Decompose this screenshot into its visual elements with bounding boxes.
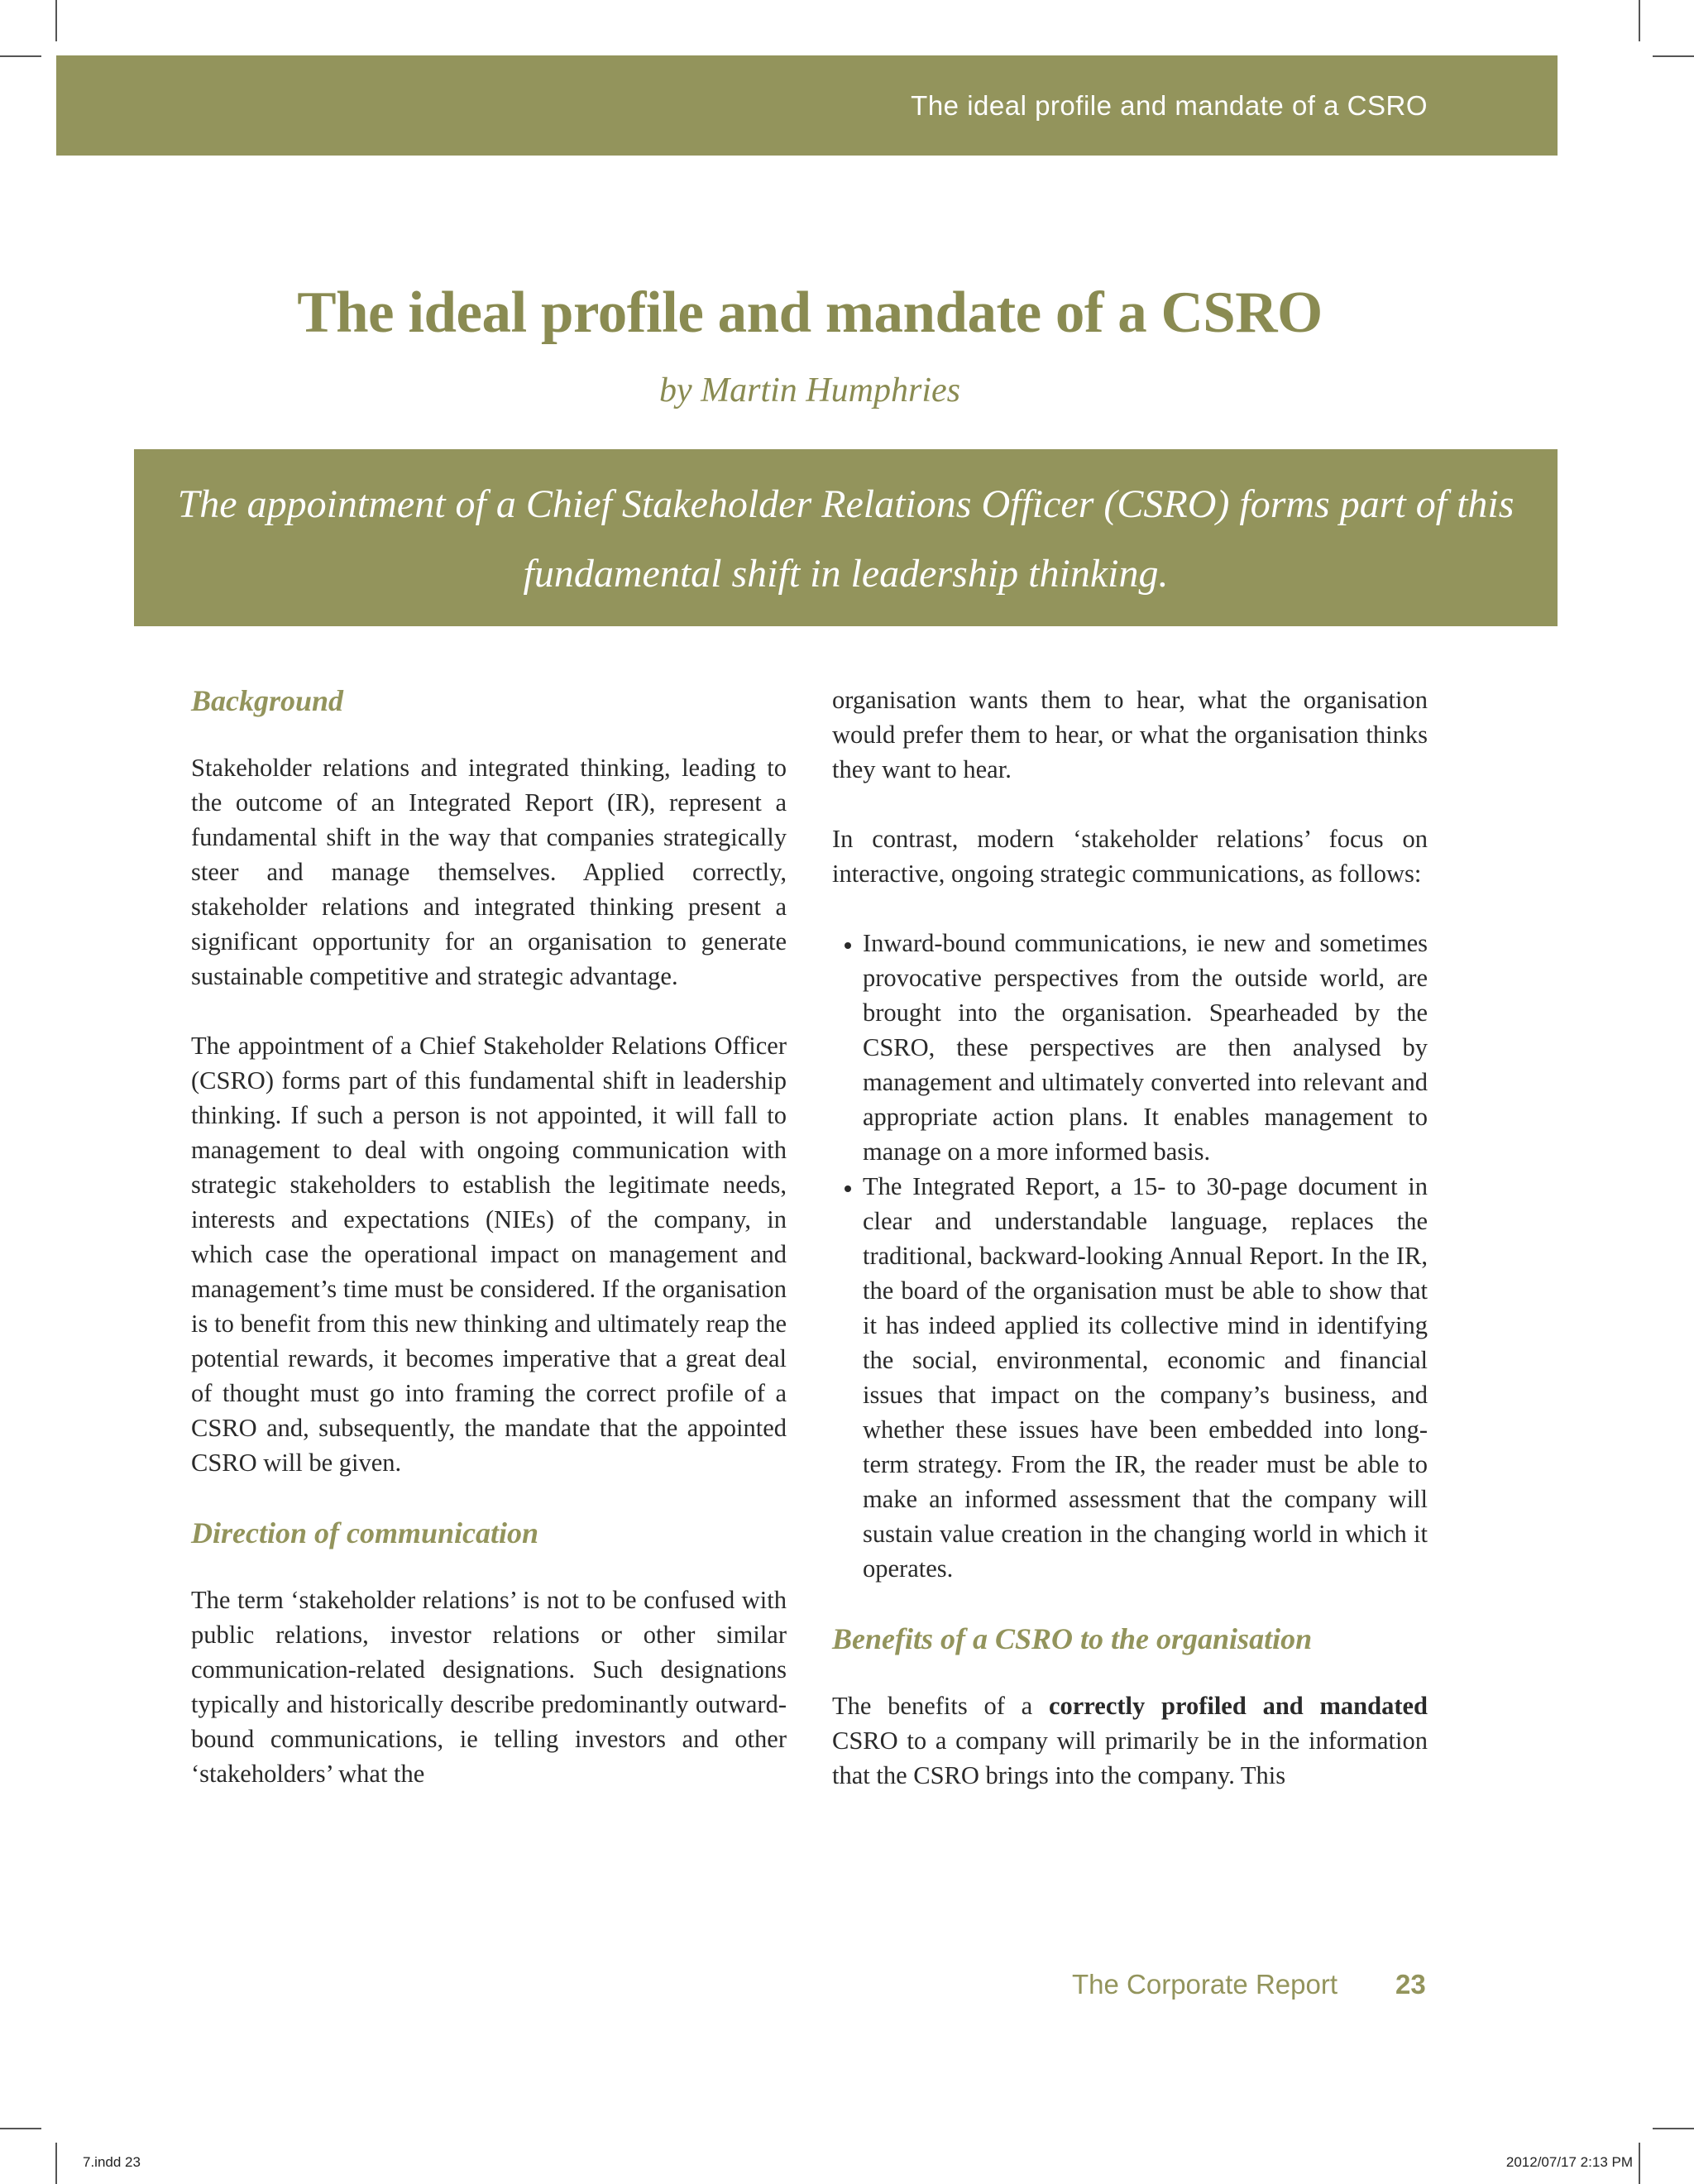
crop-mark bbox=[1653, 2128, 1694, 2129]
section-heading-benefits: Benefits of a CSRO to the organisation bbox=[832, 1622, 1313, 1655]
footer-publication: The Corporate Report bbox=[1072, 1969, 1337, 2000]
pull-quote: The appointment of a Chief Stakeholder Relations Officer (CSRO) forms part of this fundamental shift in leadership thinking. bbox=[177, 482, 1515, 596]
slug-timestamp: 2012/07/17 2:13 PM bbox=[1505, 2154, 1633, 2170]
crop-mark bbox=[0, 55, 41, 57]
running-header-title: The ideal profile and mandate of a CSRO bbox=[911, 90, 1428, 121]
article-byline: by Martin Humphries bbox=[659, 371, 960, 410]
body-paragraph bbox=[832, 1688, 1428, 1793]
body-paragraph: The term ‘stakeholder relations’ is not to be confused with public relations, investor relations or other similar communication-related designations. Such designations typically and historically describe predominantly outward-bound communications, ie telling investors and other ‘stakeholders’ what the bbox=[191, 1586, 787, 1788]
body-paragraph: The appointment of a Chief Stakeholder Relations Officer (CSRO) forms part of this fundamental shift in leadership thinking. If such a person is not appointed, it will fall to management to deal with ongoing communication with strategic stakeholders to establish the legitimate needs, interests and expectations (NIEs) of the company, in which case the operational impact on management and management’s time must be considered. If the organisation is to benefit from this new thinking and ultimately reap the potential rewards, it becomes imperative that a great deal of thought must go into framing the correct profile of a CSRO and, subsequently, the mandate that the appointed CSRO will be given. bbox=[191, 1032, 787, 1477]
crop-mark bbox=[1653, 55, 1694, 57]
body-paragraph: organisation wants them to hear, what the organisation would prefer them to hear, or what the organisation thinks they want to hear. bbox=[832, 686, 1428, 783]
crop-mark bbox=[1639, 0, 1640, 41]
body-paragraph: Stakeholder relations and integrated thinking, leading to the outcome of an Integrated Report (IR), represent a fundamental shift in the way that companies strategically steer and manage themselves. Applied correctly, stakeholder relations and integrated thinking present a significant opportunity for an organisation to generate sustainable competitive and strategic advantage. bbox=[191, 754, 787, 990]
left-column bbox=[191, 682, 787, 1826]
crop-mark bbox=[55, 2143, 57, 2184]
slug-filename: 7.indd 23 bbox=[83, 2154, 141, 2170]
benefits-bold: correctly profiled and mandated bbox=[1048, 1692, 1428, 1720]
page-number: 23 bbox=[1395, 1969, 1426, 2000]
crop-mark bbox=[1639, 2143, 1640, 2184]
crop-mark bbox=[55, 0, 57, 41]
section-heading-direction: Direction of communication bbox=[191, 1516, 539, 1549]
body-paragraph: In contrast, modern ‘stakeholder relations’ focus on interactive, ongoing strategic communications, as follows: bbox=[832, 825, 1428, 888]
pull-quote-band bbox=[134, 449, 1558, 626]
crop-mark bbox=[0, 2128, 41, 2129]
list-item: • The Integrated Report, a 15- to 30-page document in clear and understandable language, replaces the traditional, backward-looking Annual Report. In the IR, the board of the organisation must be able to show that it has indeed applied its collective mind in identifying the social, environmental, economic and financial issues that impact on the company’s business, and whether these issues have been embedded into long-term strategy. From the IR, the reader must be able to make an informed assessment that the company will sustain value creation in the changing world in which it operates. bbox=[863, 1169, 1428, 1586]
list-item: • Inward-bound communications, ie new and sometimes provocative perspectives from the outside world, are brought into the organisation. Spearheaded by the CSRO, these perspectives are then analysed by management and ultimately converted into relevant and appropriate action plans. It enables management to manage on a more informed basis. bbox=[863, 926, 1428, 1169]
benefits-intro: The benefits of a bbox=[832, 1692, 1033, 1720]
right-column bbox=[832, 682, 1428, 1827]
section-heading-background: Background bbox=[191, 684, 344, 717]
bullet-list bbox=[832, 926, 1428, 1586]
benefits-rest: CSRO to a company will primarily be in the information that the CSRO brings into the company. This bbox=[832, 1727, 1428, 1789]
article-title: The ideal profile and mandate of a CSRO bbox=[297, 280, 1323, 345]
running-header-band bbox=[56, 55, 1558, 156]
